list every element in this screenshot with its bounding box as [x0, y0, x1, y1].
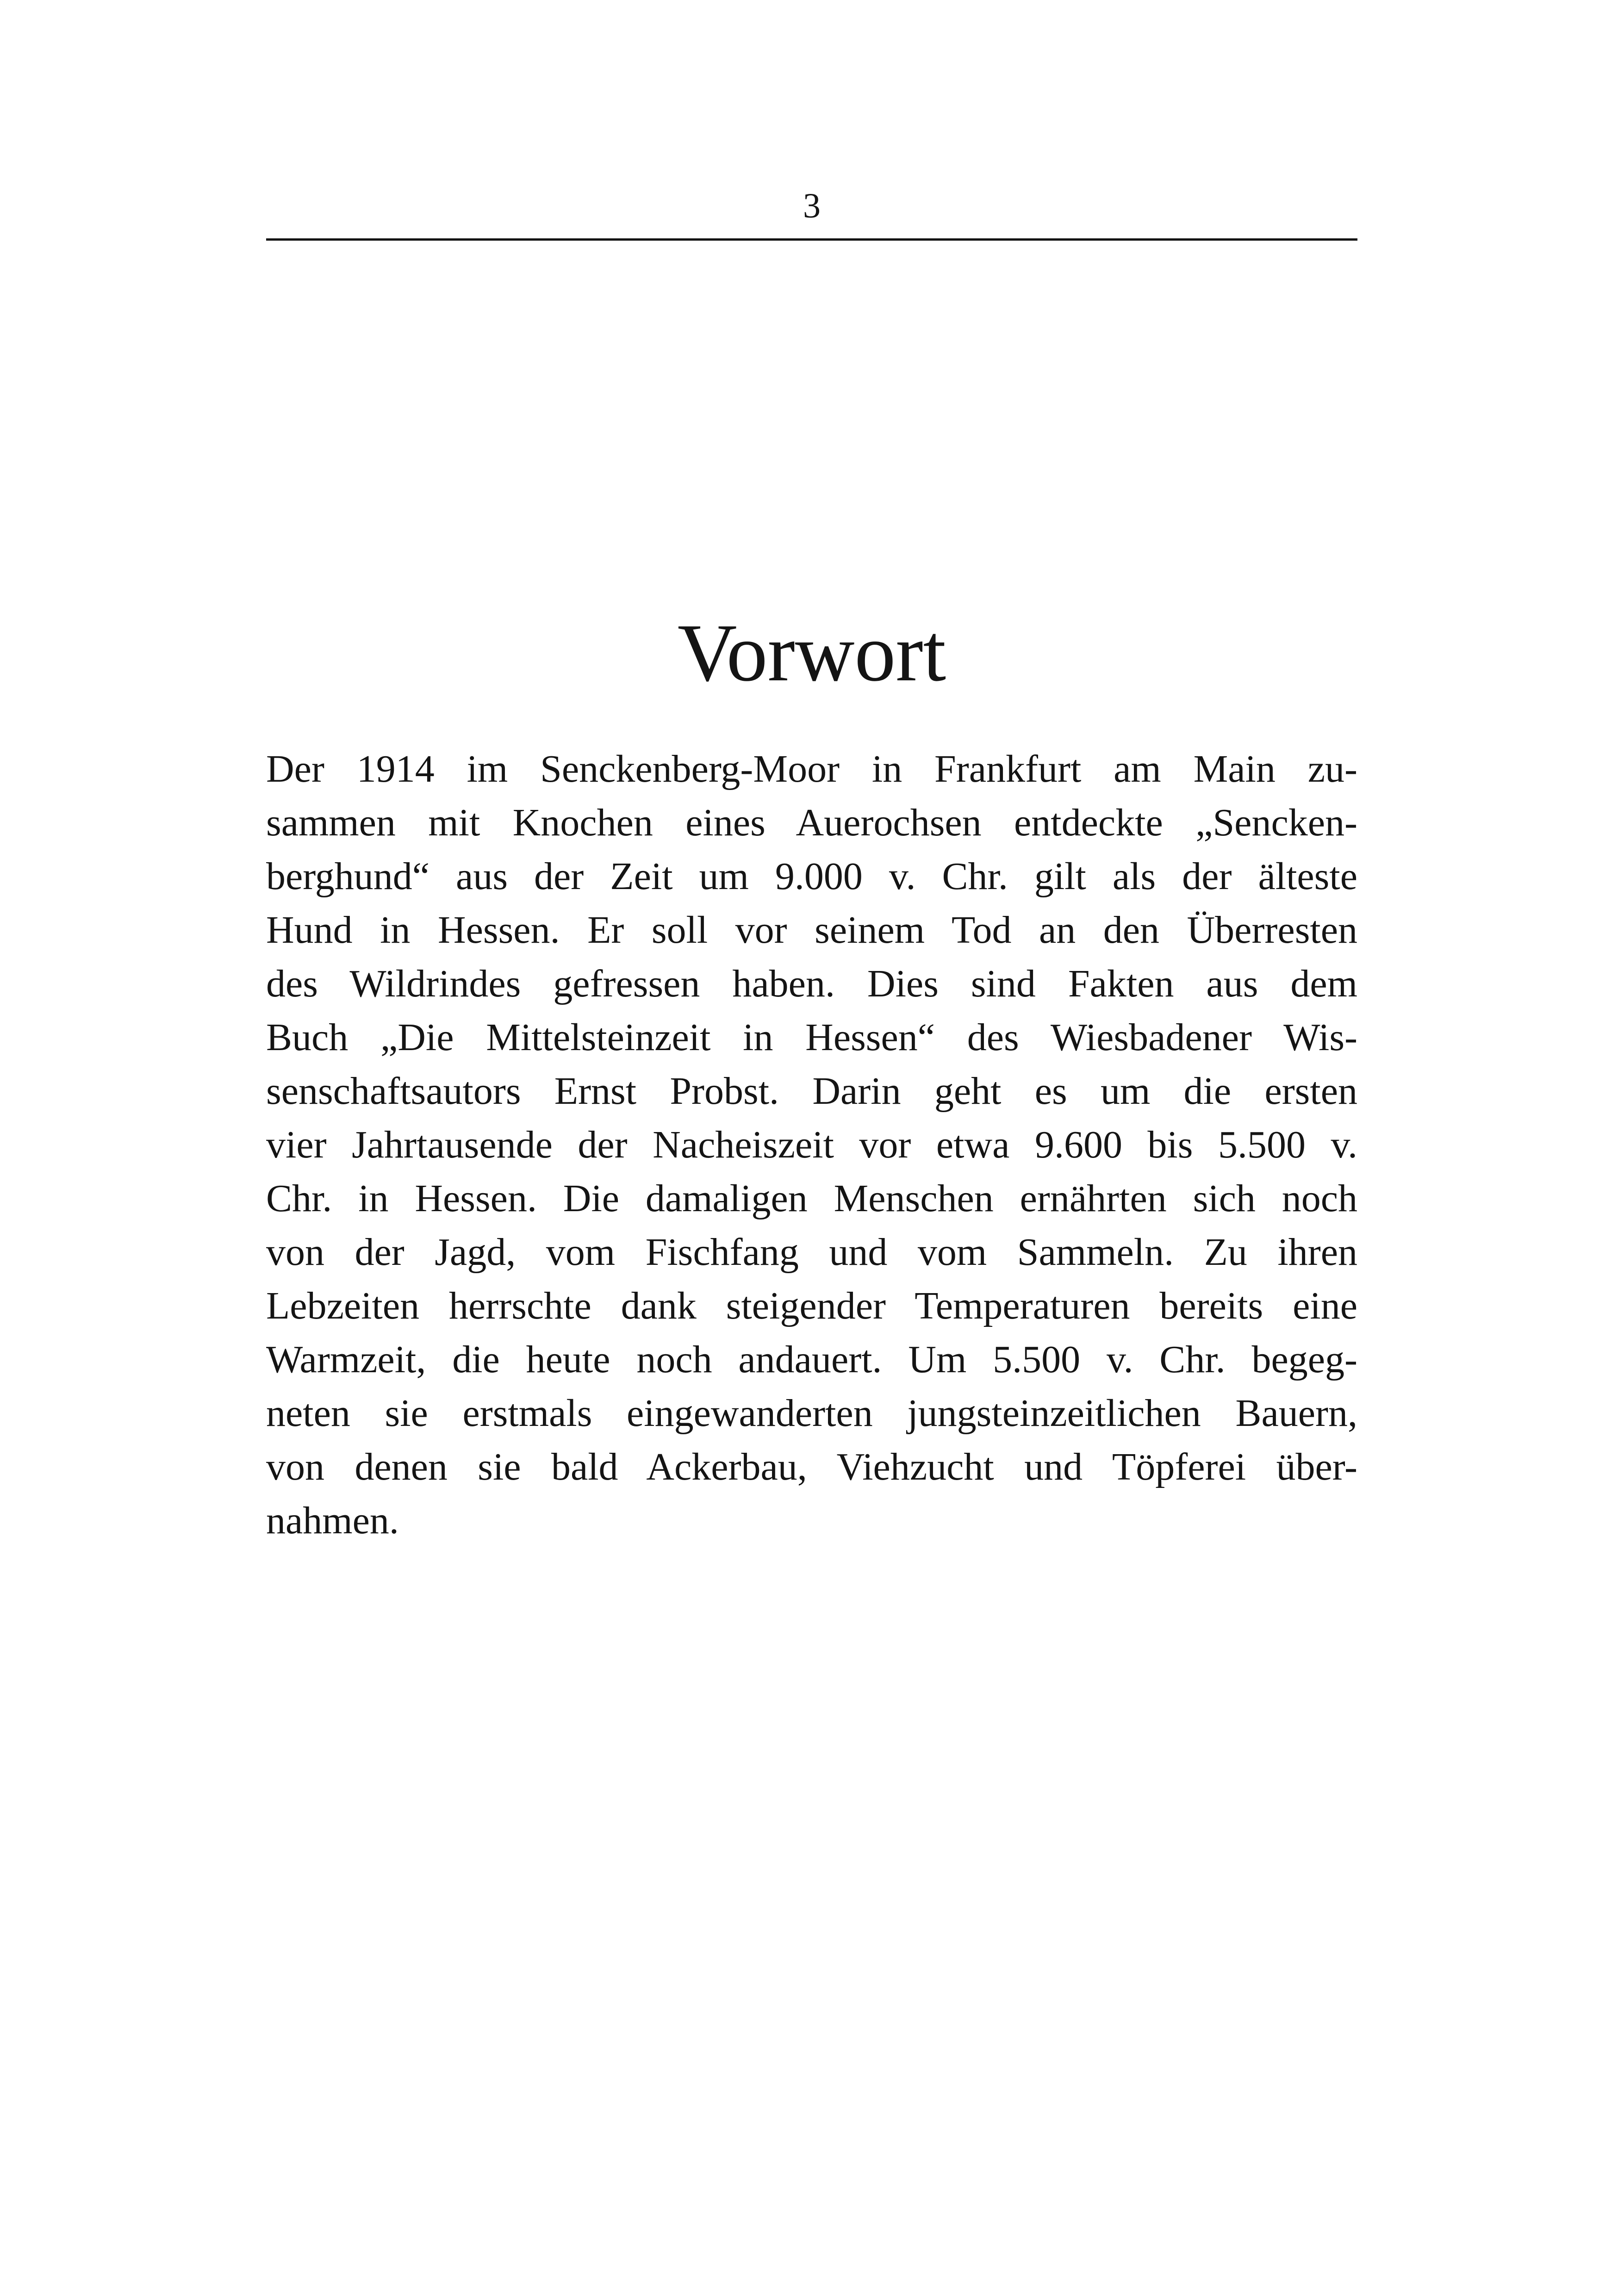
- text-line: Der 1914 im Senckenberg-Moor in Frankfurt am Main zu-: [266, 747, 1357, 790]
- text-line: Chr. in Hessen. Die damaligen Menschen ernährten sich noch: [266, 1177, 1357, 1220]
- text-line: des Wildrindes gefressen haben. Dies sind Fakten aus dem: [266, 962, 1357, 1005]
- text-line: Warmzeit, die heute noch andauert. Um 5.500 v. Chr. begeg-: [266, 1338, 1357, 1381]
- text-line: Lebzeiten herrschte dank steigender Temperaturen bereits eine: [266, 1284, 1357, 1327]
- chapter-title: Vorwort: [677, 607, 946, 698]
- header-rule: [266, 238, 1357, 241]
- text-line: Hund in Hessen. Er soll vor seinem Tod an den Überresten: [266, 908, 1357, 952]
- text-line: senschaftsautors Ernst Probst. Darin geht es um die ersten: [266, 1070, 1357, 1113]
- text-line: berghund“ aus der Zeit um 9.000 v. Chr. gilt als der älteste: [266, 855, 1357, 898]
- text-line: nahmen.: [266, 1499, 399, 1542]
- text-line: neten sie erstmals eingewanderten jungsteinzeitlichen Bauern,: [266, 1392, 1357, 1435]
- text-line: von denen sie bald Ackerbau, Viehzucht und Töpferei über-: [266, 1445, 1357, 1488]
- text-line: von der Jagd, vom Fischfang und vom Sammeln. Zu ihren: [266, 1231, 1357, 1274]
- text-line: sammen mit Knochen eines Auerochsen entdeckte „Sencken-: [266, 801, 1357, 844]
- page-number: 3: [803, 187, 821, 225]
- body-paragraph: [266, 742, 1357, 1548]
- text-line: Buch „Die Mittelsteinzeit in Hessen“ des Wiesbadener Wis-: [266, 1016, 1357, 1059]
- page-header: [266, 176, 1357, 241]
- text-line: vier Jahrtausende der Nacheiszeit vor etwa 9.600 bis 5.500 v.: [266, 1123, 1357, 1166]
